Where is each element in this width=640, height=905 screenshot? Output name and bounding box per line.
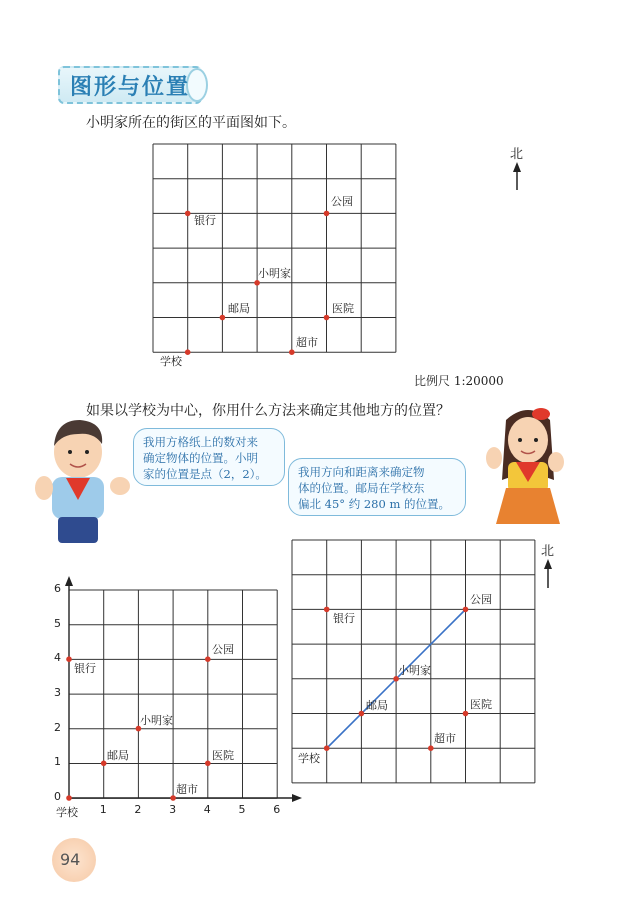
x-tick-label: 1	[99, 803, 107, 816]
dir-map-label-school: 学校	[298, 752, 320, 765]
boy-speech-bubble	[133, 428, 285, 486]
x-tick-label: 6	[273, 803, 281, 816]
girl-bubble-line1: 我用方向和距离来确定物	[298, 465, 425, 479]
y-tick-label: 5	[54, 616, 61, 630]
girl-bubble-line2: 体的位置。邮局在学校东	[298, 481, 425, 495]
dir-map-label-bank: 银行	[333, 612, 355, 625]
girl-speech-bubble	[288, 458, 466, 516]
top-map-label-home: 小明家	[258, 267, 291, 280]
coord-label-supermarket: 超市	[176, 783, 198, 796]
top-map-point-post-office	[220, 315, 226, 321]
dir-map-point-hospital	[463, 711, 469, 717]
coord-label-home: 小明家	[140, 714, 173, 727]
y-axis	[65, 576, 73, 798]
dir-map-label-supermarket: 超市	[434, 732, 456, 745]
coord-label-bank: 银行	[74, 662, 96, 675]
coord-label-post-office: 邮局	[107, 749, 129, 762]
girl-illustration	[486, 408, 564, 524]
top-map-point-school	[185, 349, 191, 355]
top-map-point-hospital	[324, 315, 330, 321]
top-map-label-bank: 银行	[194, 214, 216, 227]
dir-map-label-hospital: 医院	[470, 698, 492, 711]
y-tick-label: 0	[54, 790, 61, 803]
north-arrow-icon-2	[544, 559, 552, 588]
top-map-point-supermarket	[289, 349, 295, 355]
top-map-label-park: 公园	[331, 195, 353, 208]
coord-label-park: 公园	[212, 643, 234, 656]
y-tick-label: 6	[54, 581, 61, 595]
coord-point-school	[66, 795, 72, 801]
coord-point-hospital	[205, 761, 211, 767]
dir-map-point-bank	[324, 607, 330, 613]
intro-text: 小明家所在的街区的平面图如下。	[86, 115, 296, 131]
coord-point-bank	[66, 656, 72, 662]
top-map-label-school: 学校	[160, 355, 182, 368]
dir-map-point-park	[463, 607, 469, 613]
dir-map-point-post-office	[359, 711, 365, 717]
boy-illustration	[35, 420, 130, 543]
coord-point-park	[205, 656, 211, 662]
coordinate-grid	[69, 590, 277, 798]
coord-label-hospital: 医院	[212, 749, 234, 762]
top-map-point-bank	[185, 211, 191, 217]
north-arrow-icon	[513, 162, 521, 190]
boy-bubble-line1: 我用方格纸上的数对来	[143, 435, 258, 449]
page-number: 94	[60, 850, 81, 869]
scale-label: 比例尺 1:20000	[414, 374, 504, 388]
dir-map-point-supermarket	[428, 745, 434, 751]
section-title: 图形与位置	[70, 75, 191, 100]
x-tick-label: 5	[238, 803, 246, 816]
coord-label-school: 学校	[56, 806, 78, 819]
x-tick-label: 2	[134, 803, 142, 816]
y-tick-label: 3	[54, 685, 61, 699]
x-tick-label: 4	[203, 803, 211, 816]
boy-bubble-line2: 确定物体的位置。小明	[143, 451, 258, 465]
dir-map-label-home: 小明家	[398, 664, 431, 677]
top-map-label-post-office: 邮局	[228, 302, 250, 315]
y-tick-label: 4	[54, 651, 61, 665]
top-map-grid	[153, 144, 396, 352]
girl-bubble-line3: 偏北 45° 约 280 m 的位置。	[298, 497, 451, 511]
coord-point-post-office	[101, 761, 107, 767]
y-tick-label: 2	[54, 720, 61, 734]
north-label: 北	[510, 147, 524, 162]
top-map-point-park	[324, 211, 330, 217]
boy-bubble-line3: 家的位置是点（2，2）。	[143, 467, 267, 481]
question-text: 如果以学校为中心，你用什么方法来确定其他地方的位置？	[86, 403, 450, 419]
top-map-label-supermarket: 超市	[296, 336, 318, 349]
dir-map-label-park: 公园	[470, 593, 492, 606]
dir-map-point-school	[324, 745, 330, 751]
x-tick-label: 3	[169, 803, 177, 816]
top-map-label-hospital: 医院	[332, 302, 354, 315]
dir-map-label-post-office: 邮局	[366, 699, 388, 712]
y-tick-label: 1	[54, 755, 61, 769]
north-label-2: 北	[541, 544, 555, 559]
